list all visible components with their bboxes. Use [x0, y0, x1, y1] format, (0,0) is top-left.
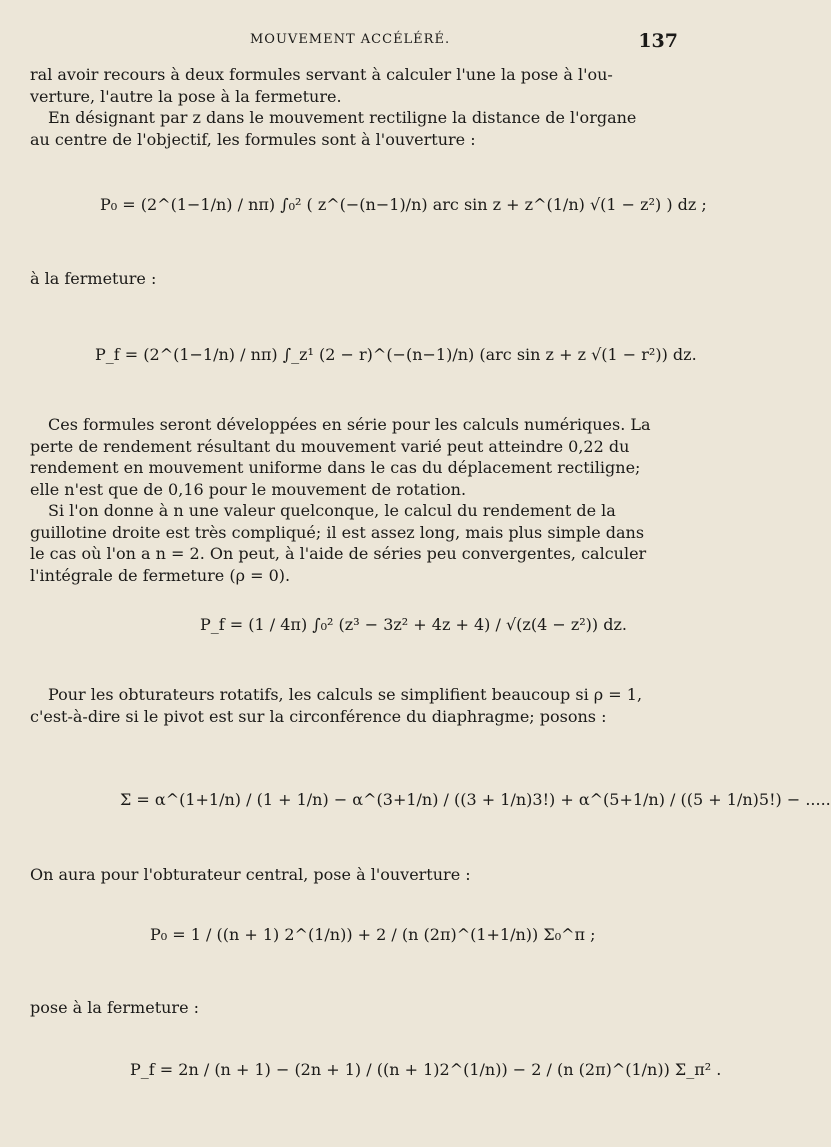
paragraph-series: [30, 414, 678, 586]
text-line: Ces formules seront développées en série pour les calculs numériques. La: [48, 415, 651, 434]
running-title: MOUVEMENT ACCÉLÉRÉ.: [250, 32, 451, 47]
text-line: ral avoir recours à deux formules servant à calculer l'une la pose à l'ou-: [30, 65, 613, 84]
equation-pf-integral: P_f = (1 / 4π) ∫₀² (z³ − 3z² + 4z + 4) / √(z(4 − z²)) dz.: [200, 615, 627, 634]
label-fermeture: [30, 268, 678, 290]
page-number: 137: [638, 30, 678, 52]
equation-pf-fermeture: P_f = (2^(1−1/n) / nπ) ∫_z¹ (2 − r)^(−(n−1)/n) (arc sin z + z √(1 − r²)) dz.: [95, 345, 697, 364]
text-line: c'est-à-dire si le pivot est sur la circonférence du diaphragme; posons :: [30, 706, 607, 726]
equation-p0-central: P₀ = 1 / ((n + 1) 2^(1/n)) + 2 / (n (2π)^(1+1/n)) Σ₀^π ;: [150, 925, 596, 944]
text-line: le cas où l'on a n = 2. On peut, à l'aide de séries peu convergentes, calculer: [30, 544, 647, 563]
text-line: rendement en mouvement uniforme dans le cas du déplacement rectiligne;: [30, 458, 641, 477]
label-central: [30, 864, 678, 886]
page-header: [0, 30, 706, 54]
text-line: perte de rendement résultant du mouvement varié peut atteindre 0,22 du: [30, 436, 630, 456]
paragraph-rotatifs: [30, 684, 678, 727]
equation-p0-ouverture: P₀ = (2^(1−1/n) / nπ) ∫₀² ( z^(−(n−1)/n) arc sin z + z^(1/n) √(1 − z²) ) dz ;: [100, 195, 707, 214]
text-line: Pour les obturateurs rotatifs, les calculs se simplifient beaucoup si ρ = 1,: [48, 685, 643, 704]
text-line: elle n'est que de 0,16 pour le mouvement de rotation.: [30, 479, 467, 499]
text-line: au centre de l'objectif, les formules sont à l'ouverture :: [30, 129, 476, 149]
text-line: l'intégrale de fermeture (ρ = 0).: [30, 565, 291, 585]
text-line: guillotine droite est très compliqué; il est assez long, mais plus simple dans: [30, 522, 645, 542]
text-line: pose à la fermeture :: [30, 998, 200, 1017]
text-line: On aura pour l'obturateur central, pose à l'ouverture :: [30, 865, 471, 884]
text-line: à la fermeture :: [30, 269, 157, 288]
text-line: verture, l'autre la pose à la fermeture.: [30, 86, 342, 106]
text-line: En désignant par z dans le mouvement rectiligne la distance de l'organe: [48, 108, 637, 127]
paragraph-intro: [30, 64, 678, 150]
label-pose-fermeture: [30, 997, 678, 1019]
text-line: Si l'on donne à n une valeur quelconque, le calcul du rendement de la: [48, 501, 616, 520]
equation-sigma-series: Σ = α^(1+1/n) / (1 + 1/n) − α^(3+1/n) / ((3 + 1/n)3!) + α^(5+1/n) / ((5 + 1/n)5!) − .....: [120, 790, 831, 809]
equation-pf-central: P_f = 2n / (n + 1) − (2n + 1) / ((n + 1)2^(1/n)) − 2 / (n (2π)^(1/n)) Σ_π² .: [130, 1060, 722, 1079]
